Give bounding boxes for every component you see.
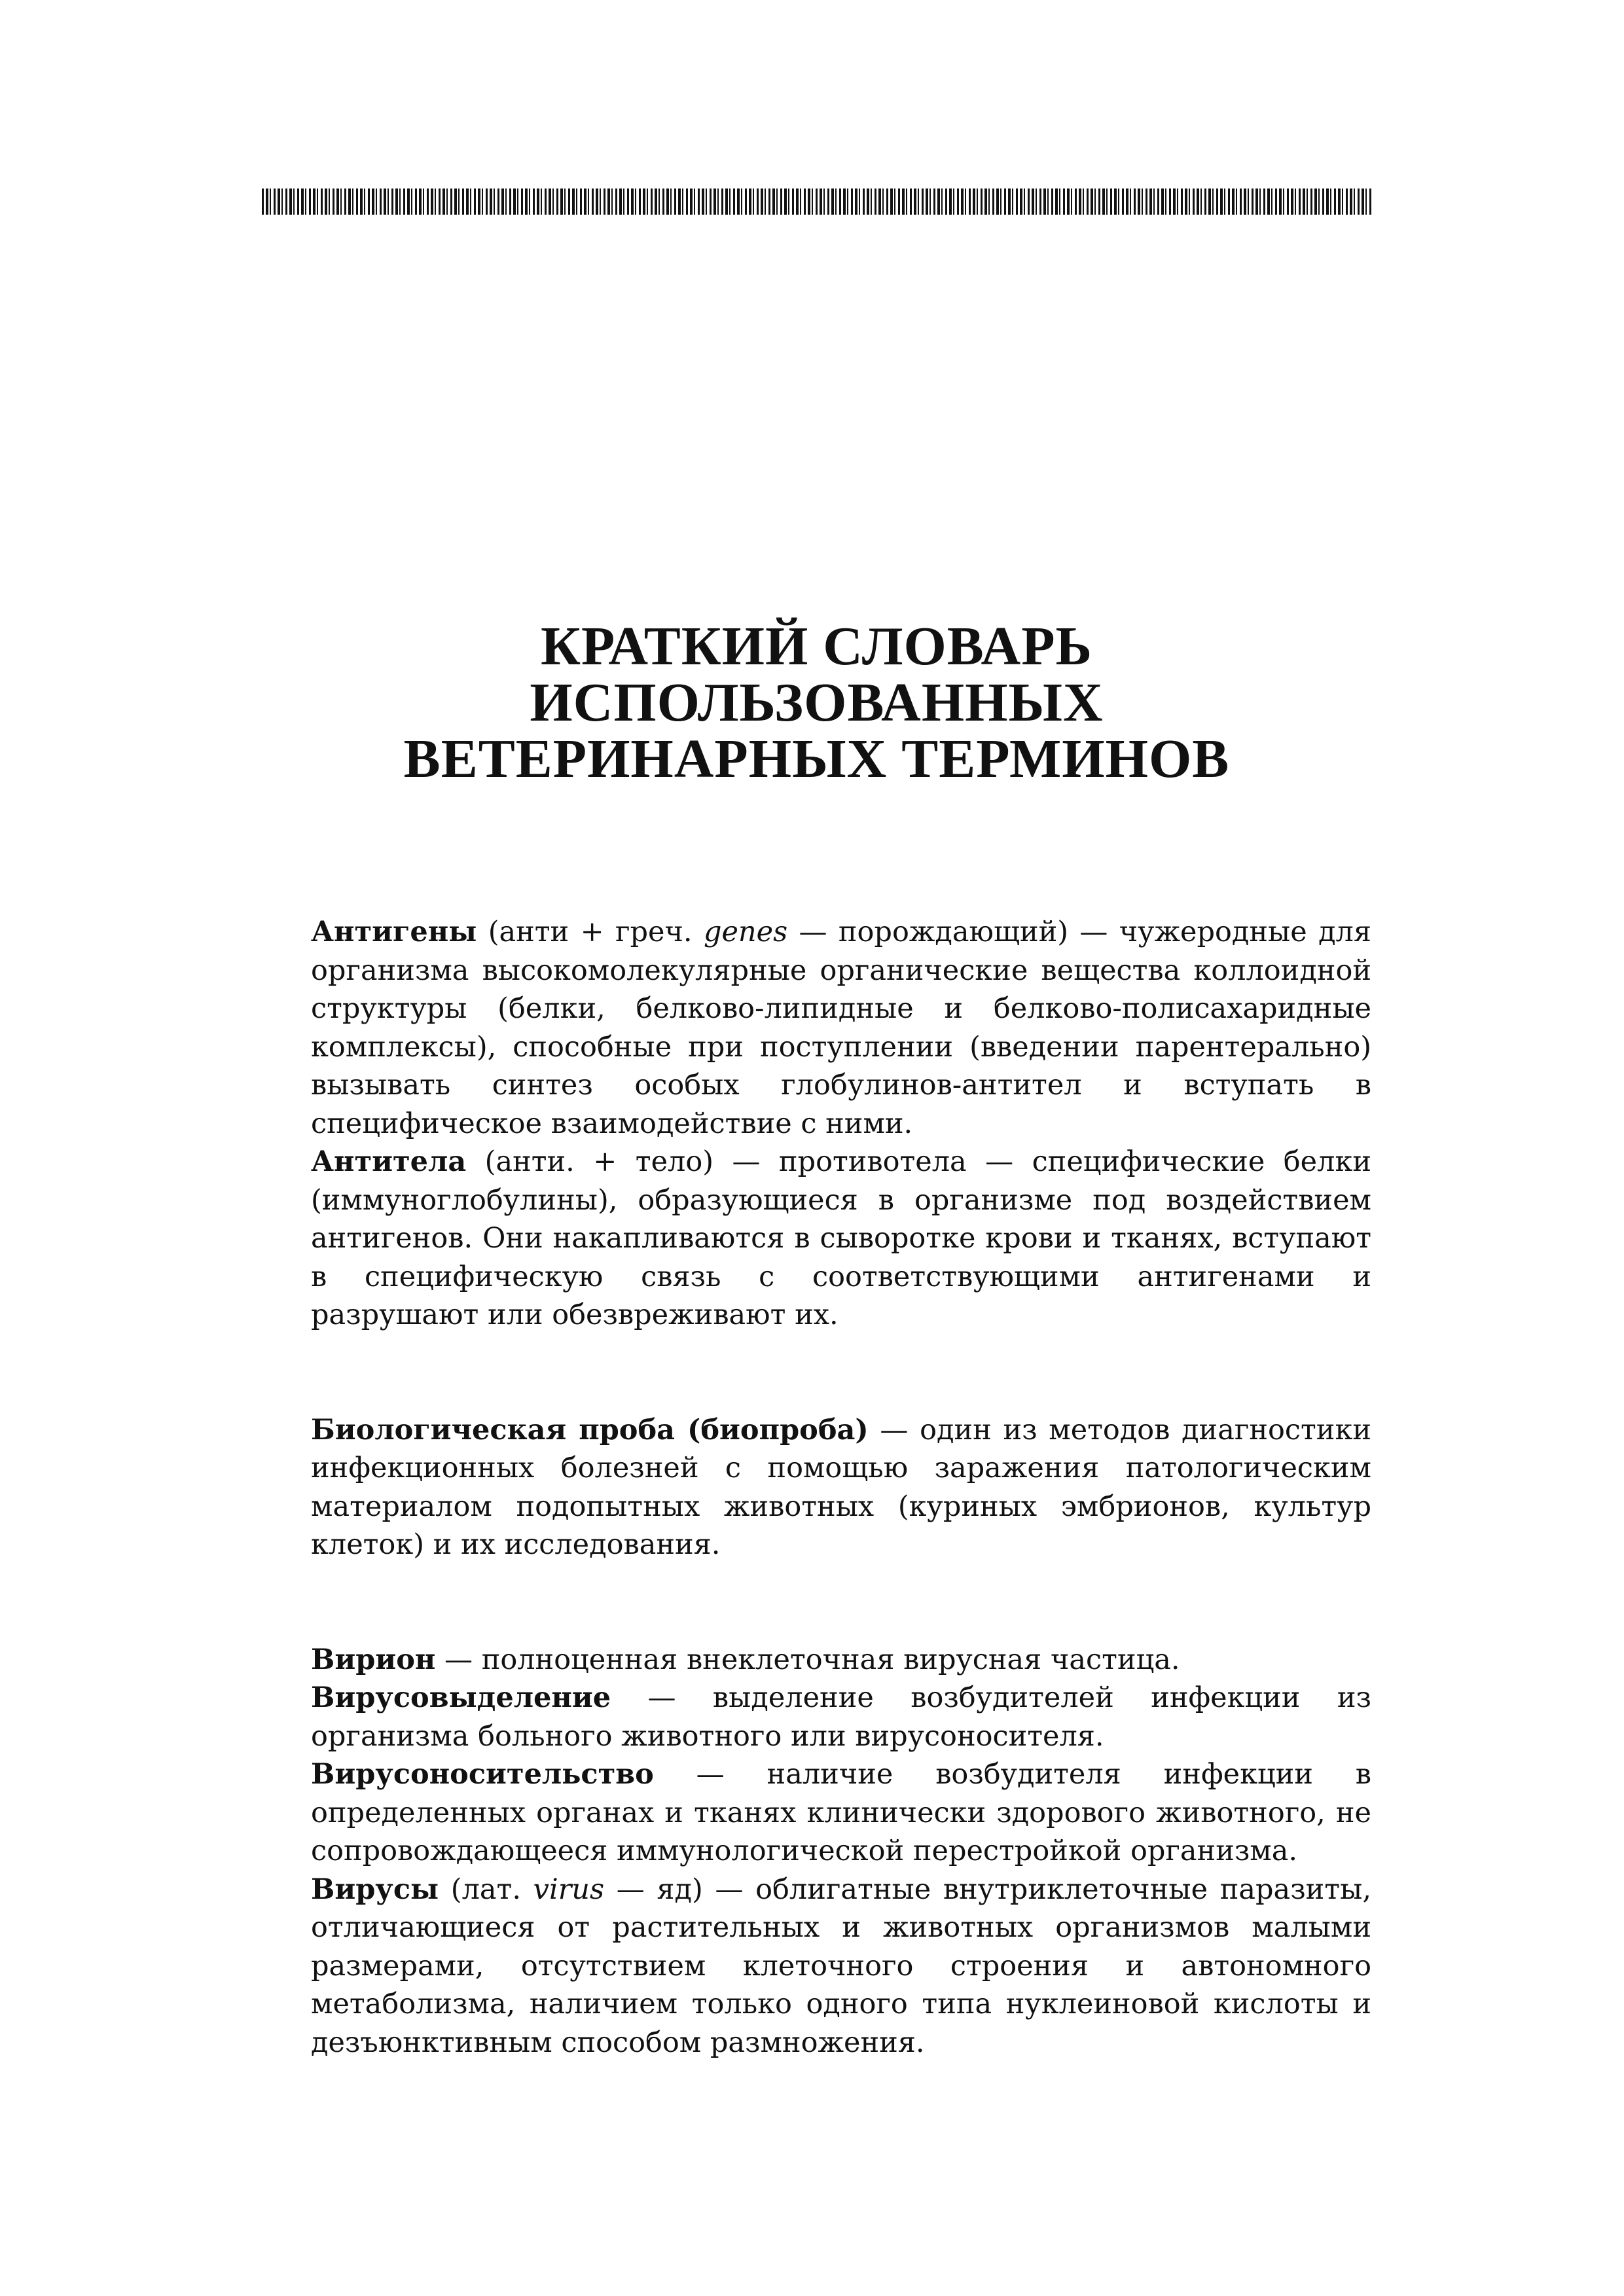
glossary-entry-virus-shedding (311, 1679, 1371, 1755)
entry-definition: — яд) — облигатные внутриклеточные паразиты, отличающиеся от растительных и животных организмов малыми размерами, отсутствием клеточного строения и автономного метаболизма, наличием только одного типа нуклеиновой кислоты и дезъюнктивным способом размножения. (311, 1873, 1371, 2059)
entry-term: Вирусовыделение (311, 1681, 611, 1714)
entry-term: Вирион (311, 1643, 436, 1676)
entry-term: Биологическая проба (биопроба) (311, 1413, 869, 1446)
entry-latin: virus (533, 1873, 605, 1906)
letter-group-gap (311, 1335, 1371, 1411)
glossary-entry-virus-carriage (311, 1755, 1371, 1871)
entry-text: — один из методов диагностики инфекционных болезней с помощью заражения патологическим материалом подопытных животных (куриных эмбрионов, культур клеток) и их исследования. (311, 1413, 1371, 1561)
glossary-body (311, 913, 1371, 2062)
entry-definition: — порождающий) — чужеродные для организма высокомолекулярные органические вещества коллоидной структуры (белки, белково-липидные и белково-полисахаридные комплексы), способные при поступлении (введении парентерально) вызывать синтез особых глобулинов-антител и вступать в специфическое взаимодействие с ними. (311, 916, 1371, 1140)
title-line-1: КРАТКИЙ СЛОВАРЬ (540, 616, 1093, 677)
page-title (262, 616, 1371, 789)
title-line-2: ИСПОЛЬЗОВАННЫХ (530, 672, 1104, 733)
title-line-3: ВЕТЕРИНАРНЫХ ТЕРМИНОВ (403, 728, 1230, 789)
entry-term: Антигены (311, 916, 477, 948)
decorative-header-rule (262, 188, 1371, 215)
entry-term: Вирусы (311, 1873, 439, 1906)
entry-text: (анти. + тело) — противотела — специфические белки (иммуноглобулины), образующиеся в организме под воздействием антигенов. Они накапливаются в сыворотке крови и тканях, вступают в специфическую связь с соответствующими антигенами и разрушают или обезвреживают их. (311, 1145, 1371, 1331)
glossary-entry-antibodies (311, 1143, 1371, 1335)
letter-group-gap (311, 1564, 1371, 1641)
entry-text: (лат. (439, 1873, 533, 1906)
glossary-entry-virion (311, 1641, 1371, 1679)
glossary-entry-antigens (311, 913, 1371, 1143)
entry-text: — наличие возбудителя инфекции в определенных органах и тканях клинически здорового животного, не сопровождающееся иммунологической перестройкой организма. (311, 1758, 1371, 1867)
glossary-entry-viruses (311, 1871, 1371, 2062)
entry-term: Антитела (311, 1145, 467, 1178)
glossary-entry-bioassay (311, 1411, 1371, 1564)
entry-text: — полноценная внеклеточная вирусная частица. (435, 1643, 1180, 1676)
entry-term: Вирусоносительство (311, 1758, 654, 1791)
entry-text: (анти + греч. (477, 916, 704, 948)
entry-latin: genes (703, 916, 788, 948)
entry-text: — выделение возбудителей инфекции из организма больного животного или вирусоносителя. (311, 1681, 1371, 1753)
